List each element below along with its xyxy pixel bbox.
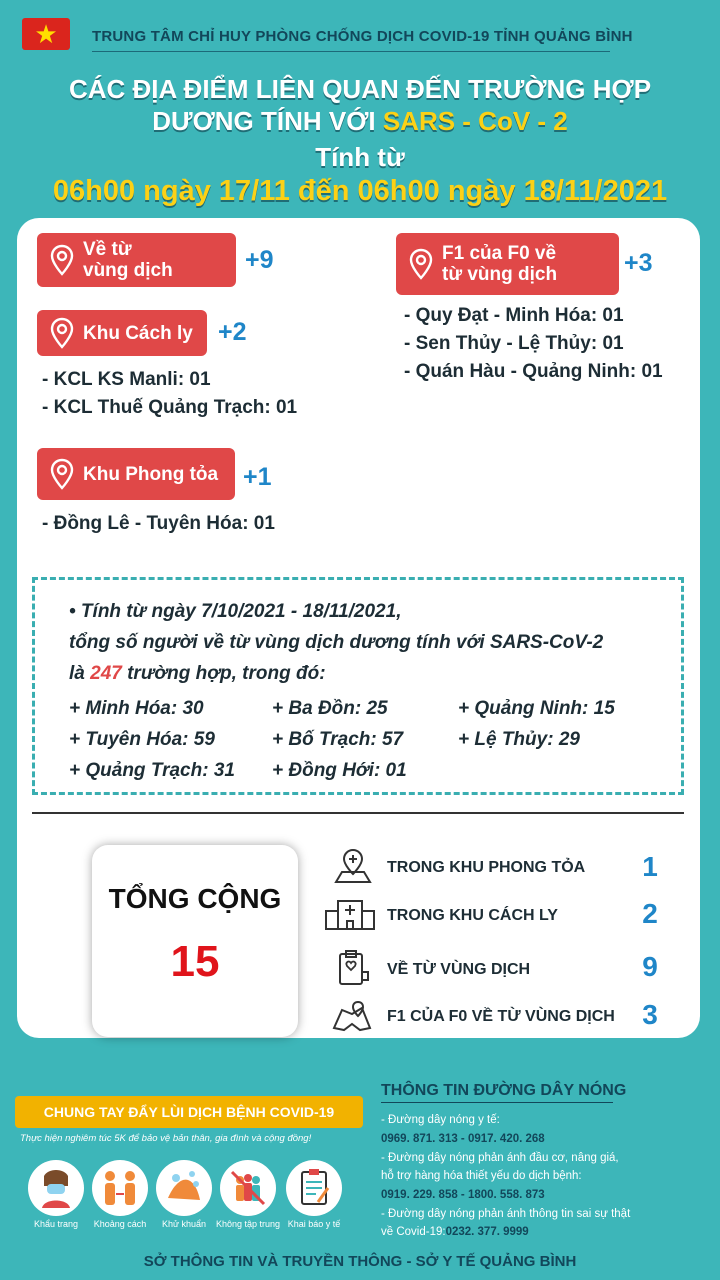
hospital-icon: [324, 895, 376, 931]
list-item: - Quán Hàu - Quảng Ninh: 01: [404, 361, 663, 382]
count-quarantine: +2: [218, 318, 247, 346]
summary-line-2: tổng số người về từ vùng dịch dương tính với SARS-CoV-2: [69, 632, 604, 653]
quarantine-list: [42, 366, 297, 422]
map-marker-plus-icon: [332, 848, 374, 884]
lockdown-list: [42, 510, 275, 538]
district-stat: + Tuyên Hóa: 59: [69, 729, 215, 750]
tag-lockdown-label: Khu Phong tỏa: [83, 463, 219, 485]
medical-clipboard-icon: [332, 950, 374, 986]
breakdown-value-f1: 3: [642, 999, 658, 1030]
campaign-banner: CHUNG TAY ĐẨY LÙI DỊCH BỆNH COVID-19: [15, 1096, 363, 1128]
prevention-disinfect: [156, 1160, 212, 1216]
summary-line-3-suffix: trường hợp, trong đó:: [121, 663, 326, 684]
title-line-2-prefix: DƯƠNG TÍNH VỚI: [152, 106, 383, 136]
summary-text: [69, 596, 669, 689]
hotline-divider: [381, 1102, 613, 1103]
tag-f1-label-1: F1 của F0 về: [442, 243, 557, 264]
district-column-2: [272, 693, 407, 786]
summary-line-3-prefix: là: [69, 663, 91, 684]
location-pin-icon: [49, 458, 75, 490]
date-range: 06h00 ngày 17/11 đến 06h00 ngày 18/11/2021: [52, 175, 668, 207]
total-label: TỔNG CỘNG: [108, 883, 282, 914]
tag-lockdown: [37, 448, 235, 500]
vietnam-flag-icon: ★: [22, 18, 70, 50]
district-stat: + Đồng Hới: 01: [272, 760, 407, 781]
hotline-misinfo-line-2: [381, 1224, 529, 1241]
total-value: 15: [170, 937, 220, 986]
hotline-price-numbers: 0919. 229. 858 - 1800. 558. 873: [381, 1189, 545, 1201]
location-pin-icon: [49, 317, 75, 349]
section-divider: [32, 812, 684, 814]
hotline-price-label-2: hỗ trợ hàng hóa thiết yếu do dịch bệnh:: [381, 1170, 582, 1182]
count-returned: +9: [245, 246, 274, 274]
list-item: - Quy Đạt - Minh Hóa: 01: [404, 305, 624, 326]
virus-name: SARS - CoV - 2: [382, 106, 568, 136]
tag-returned-label-2: vùng dịch: [83, 260, 173, 281]
district-column-3: [458, 693, 615, 755]
location-pin-icon: [408, 248, 434, 280]
prevention-label: Không tập trung: [215, 1219, 281, 1229]
hotline-price-label-1: - Đường dây nóng phản ánh đầu cơ, nâng giá,: [381, 1152, 619, 1164]
header: [0, 0, 720, 60]
district-stat: + Lệ Thủy: 29: [458, 729, 580, 750]
breakdown-value-lockdown: 1: [642, 851, 658, 882]
tag-quarantine-label: Khu Cách ly: [83, 322, 193, 344]
tag-quarantine: [37, 310, 207, 356]
list-item: - KCL Thuế Quảng Trạch: 01: [42, 397, 298, 418]
summary-total: 247: [90, 663, 122, 684]
title-line-2: [0, 106, 720, 137]
prevention-label: Khẩu trang: [33, 1219, 79, 1229]
list-item: - Sen Thủy - Lệ Thủy: 01: [404, 333, 624, 354]
header-divider: [92, 51, 610, 52]
district-column-1: [69, 693, 235, 786]
hotline-health-label: - Đường dây nóng y tế:: [381, 1114, 500, 1126]
breakdown-label-f1: F1 CỦA F0 VỀ TỪ VÙNG DỊCH: [387, 1008, 615, 1025]
district-stat: + Quảng Ninh: 15: [458, 698, 615, 719]
hand-wash-icon: [164, 1168, 204, 1208]
prevention-distance: [92, 1160, 148, 1216]
list-item: - KCL KS Manli: 01: [42, 369, 211, 390]
summary-line-1: • Tính từ ngày 7/10/2021 - 18/11/2021,: [69, 601, 402, 622]
prevention-mask: [28, 1160, 84, 1216]
health-declaration-icon: [294, 1168, 334, 1208]
tag-f1: [396, 233, 619, 295]
total-box: [92, 845, 298, 1037]
count-f1: +3: [624, 249, 653, 277]
prevention-declare: [286, 1160, 342, 1216]
face-mask-icon: [36, 1168, 76, 1208]
location-pin-icon: [49, 244, 75, 276]
hotline-misinfo-label-2: về Covid-19:: [381, 1226, 446, 1238]
footer: SỞ THÔNG TIN VÀ TRUYỀN THÔNG - SỞ Y TẾ QUẢNG BÌNH: [143, 1253, 577, 1270]
f1-list: [404, 302, 663, 386]
title-line-1: CÁC ĐỊA ĐIỂM LIÊN QUAN ĐẾN TRƯỜNG HỢP: [68, 74, 652, 104]
count-lockdown: +1: [243, 463, 272, 491]
title-line-3: Tính từ: [315, 142, 405, 172]
breakdown-value-returned: 9: [642, 951, 658, 982]
prevention-label: Khử khuẩn: [161, 1219, 207, 1229]
district-stat: + Minh Hóa: 30: [69, 698, 204, 719]
district-stat: + Quảng Trạch: 31: [69, 760, 235, 781]
tag-returned-label-1: Về từ: [83, 239, 132, 260]
hotline-title: THÔNG TIN ĐƯỜNG DÂY NÓNG: [381, 1082, 627, 1099]
social-distance-icon: [100, 1168, 140, 1208]
prevention-no-gathering: [220, 1160, 276, 1216]
breakdown-label-quarantine: TRONG KHU CÁCH LY: [387, 907, 558, 924]
no-gathering-icon: [228, 1168, 268, 1208]
district-stat: + Bố Trạch: 57: [272, 729, 404, 750]
breakdown-label-returned: VỀ TỪ VÙNG DỊCH: [387, 961, 531, 978]
tag-returned: [37, 233, 236, 287]
list-item: - Đồng Lê - Tuyên Hóa: 01: [42, 513, 275, 534]
tag-f1-label-2: từ vùng dịch: [442, 264, 558, 285]
breakdown-value-quarantine: 2: [642, 898, 658, 929]
district-stat: + Ba Đồn: 25: [272, 698, 388, 719]
breakdown-label-lockdown: TRONG KHU PHONG TỎA: [387, 859, 586, 876]
hotline-health-numbers: 0969. 871. 313 - 0917. 420. 268: [381, 1133, 545, 1145]
prevention-label: Khai báo y tế: [287, 1219, 341, 1229]
summary-box: [32, 577, 684, 795]
hotline-misinfo-number: 0232. 377. 9999: [445, 1226, 529, 1238]
route-map-icon: [332, 998, 374, 1034]
prevention-label: Khoảng cách: [93, 1219, 147, 1229]
organization-name: TRUNG TÂM CHỈ HUY PHÒNG CHỐNG DỊCH COVID-19 TỈNH QUẢNG BÌNH: [92, 28, 633, 45]
campaign-subtitle: Thực hiện nghiêm túc 5K để bảo vệ bản thân, gia đình và cộng đồng!: [20, 1133, 312, 1144]
summary-line-3: [69, 658, 669, 689]
hotline-misinfo-label-1: - Đường dây nóng phản ánh thông tin sai sự thật: [381, 1208, 631, 1220]
